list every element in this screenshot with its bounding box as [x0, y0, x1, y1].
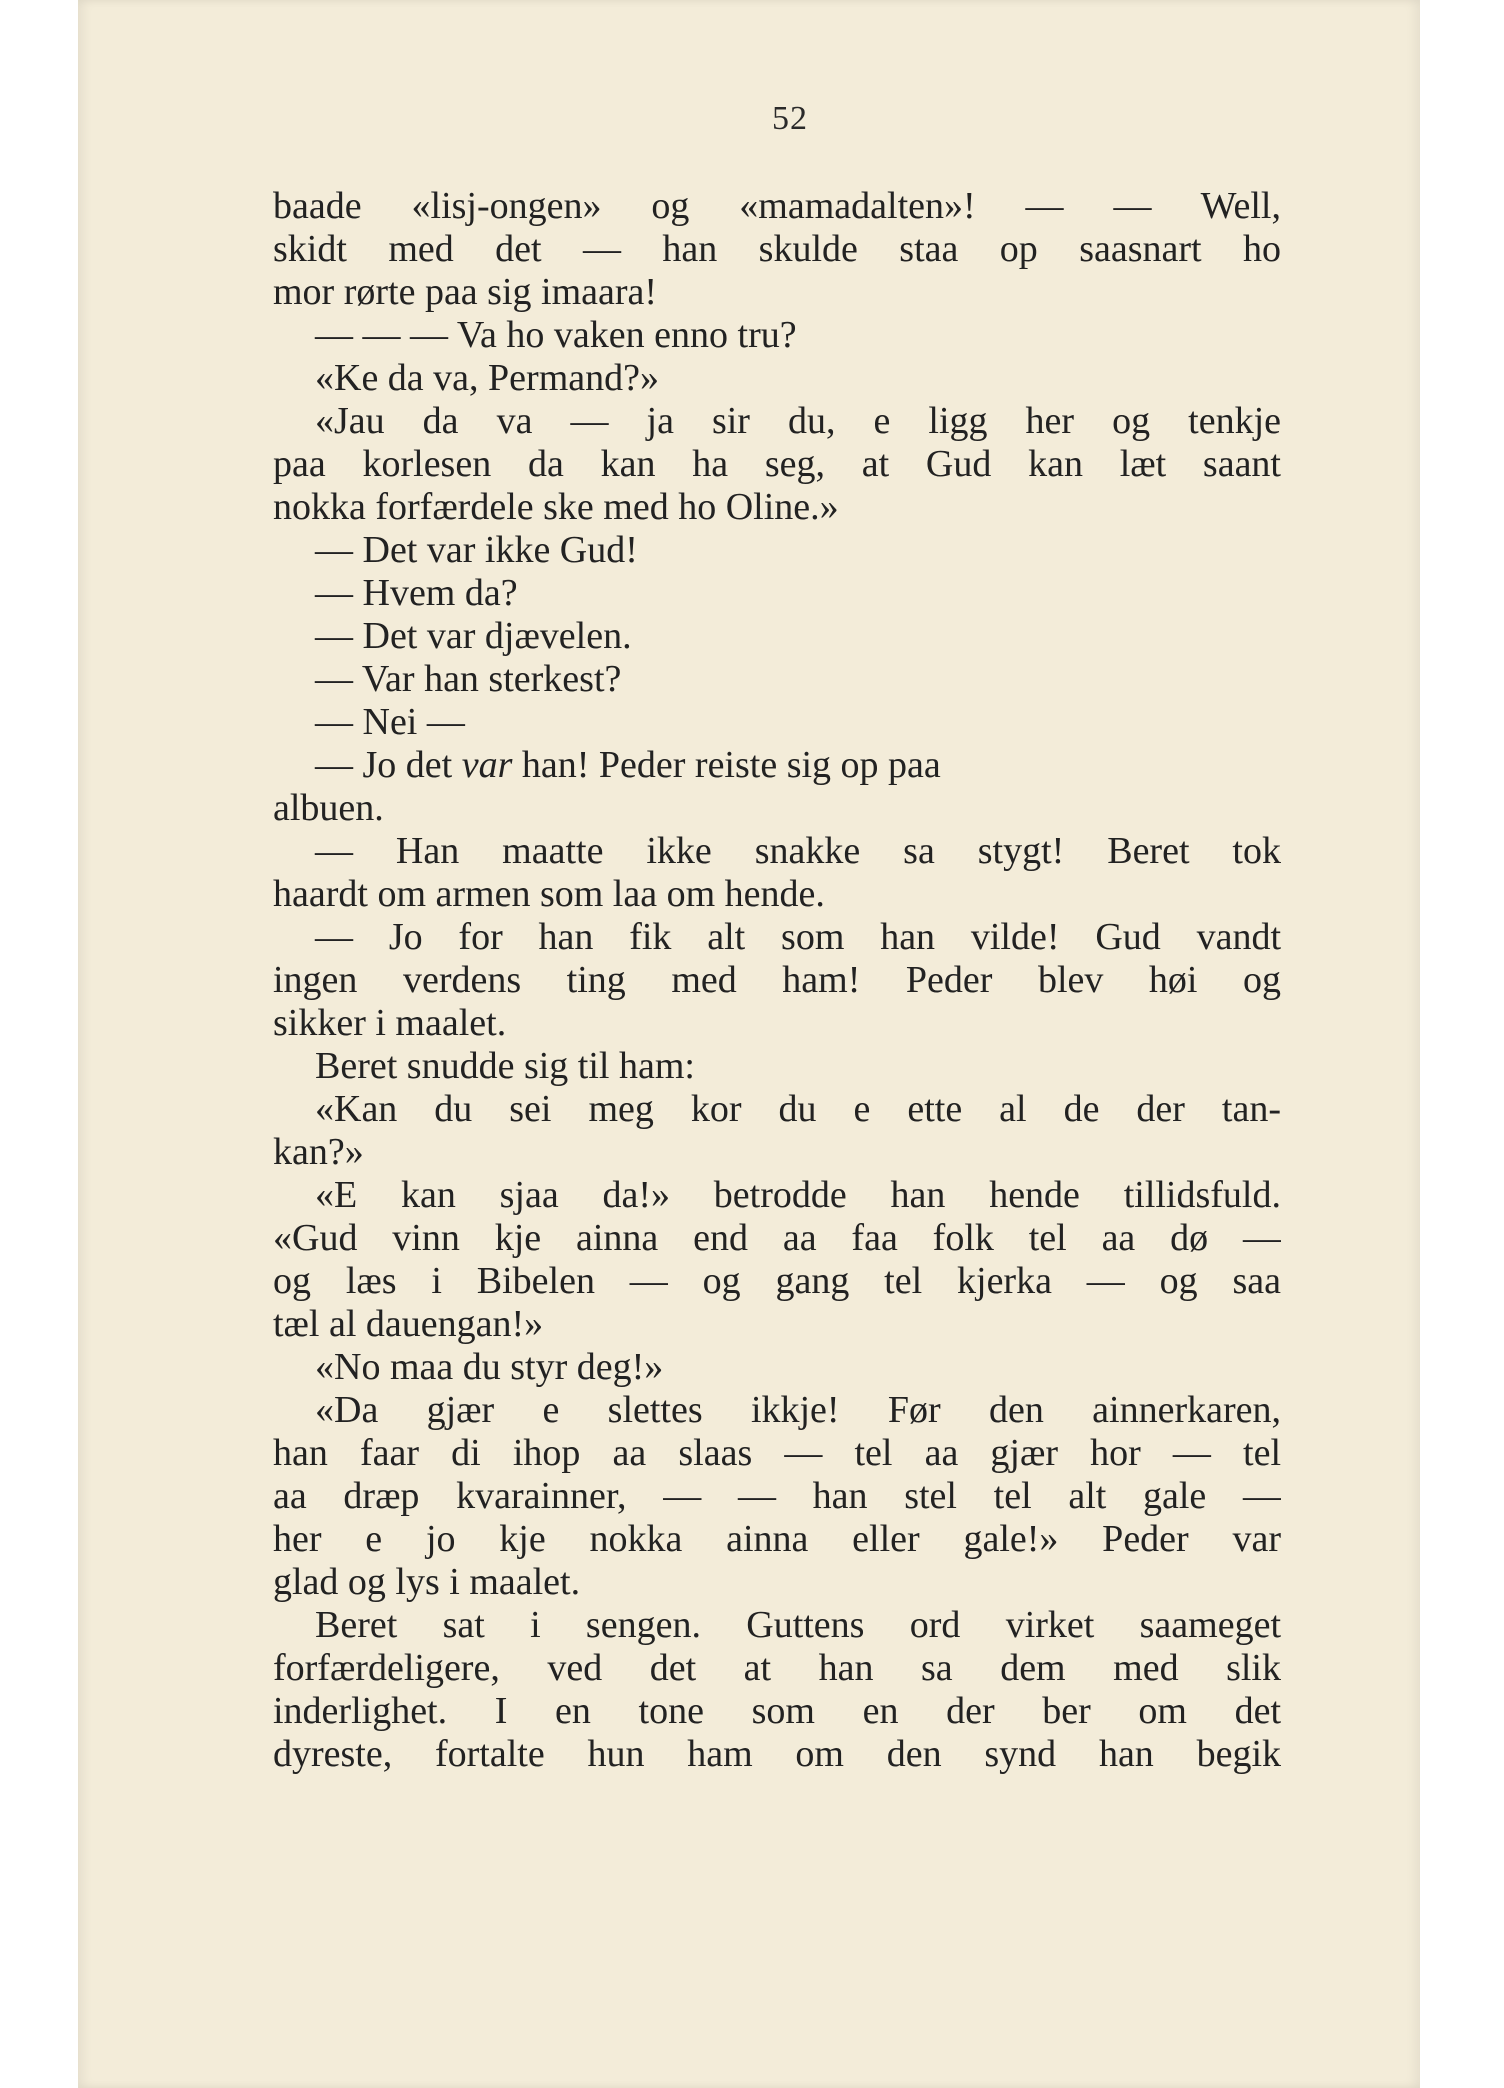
text-line: — — — Va ho vaken enno tru?	[315, 314, 797, 356]
text-line: og læs i Bibelen — og gang tel kjerka — og saa	[273, 1260, 1281, 1302]
text-line: «Gud vinn kje ainna end aa faa folk tel aa dø —	[273, 1217, 1281, 1259]
text-line: glad og lys i maalet.	[273, 1561, 581, 1603]
text-line: «Jau da va — ja sir du, e ligg her og tenkje	[315, 400, 1281, 442]
text-line: «E kan sjaa da!» betrodde han hende tillidsfuld.	[315, 1174, 1281, 1216]
text-line: albuen.	[273, 787, 384, 829]
text-line: tæl al dauengan!»	[273, 1303, 544, 1345]
scan-background-left	[0, 0, 78, 2088]
text-line: her e jo kje nokka ainna eller gale!» Peder var	[273, 1518, 1281, 1560]
text-line: — Nei —	[315, 701, 465, 743]
text-line-mixed	[273, 744, 1281, 787]
text-line: kan?»	[273, 1131, 364, 1173]
text-line: «Kan du sei meg kor du e ette al de der tan-	[315, 1088, 1281, 1130]
text-line: aa dræp kvarainner, — — han stel tel alt gale —	[273, 1475, 1281, 1517]
text-line: inderlighet. I en tone som en der ber om det	[273, 1690, 1281, 1732]
page-number: 52	[772, 100, 808, 137]
text-line: — Jo for han fik alt som han vilde! Gud vandt	[315, 916, 1281, 958]
scan-background-right	[1420, 0, 1504, 2088]
text-line: dyreste, fortalte hun ham om den synd han begik	[273, 1733, 1281, 1775]
text-line: Beret snudde sig til ham:	[315, 1045, 695, 1087]
text-line: — Hvem da?	[315, 572, 518, 614]
text-line: han faar di ihop aa slaas — tel aa gjær hor — tel	[273, 1432, 1281, 1474]
text-line: — Han maatte ikke snakke sa stygt! Beret tok	[315, 830, 1281, 872]
text-line: baade «lisj-ongen» og «mamadalten»! — — Well,	[273, 185, 1281, 227]
text-line: mor rørte paa sig imaara!	[273, 271, 658, 313]
text-line-start: — Jo det	[315, 744, 462, 786]
text-line-end: han! Peder reiste sig op paa	[512, 744, 941, 786]
text-line: Beret sat i sengen. Guttens ord virket saameget	[315, 1604, 1281, 1646]
text-line: — Det var djævelen.	[315, 615, 632, 657]
text-line: haardt om armen som laa om hende.	[273, 873, 825, 915]
page-text	[273, 185, 1281, 1776]
text-line: — Det var ikke Gud!	[315, 529, 638, 571]
text-line: nokka forfærdele ske med ho Oline.»	[273, 486, 839, 528]
text-line: ingen verdens ting med ham! Peder blev høi og	[273, 959, 1281, 1001]
text-line: forfærdeligere, ved det at han sa dem med slik	[273, 1647, 1281, 1689]
text-line: paa korlesen da kan ha seg, at Gud kan læt saant	[273, 443, 1281, 485]
text-line: «Ke da va, Permand?»	[315, 357, 659, 399]
italic-word: var	[461, 744, 513, 786]
text-line: sikker i maalet.	[273, 1002, 507, 1044]
text-line: — Var han sterkest?	[315, 658, 622, 700]
text-line: «No maa du styr deg!»	[315, 1346, 664, 1388]
text-line: «Da gjær e slettes ikkje! Før den ainnerkaren,	[315, 1389, 1281, 1431]
text-line: skidt med det — han skulde staa op saasnart ho	[273, 228, 1281, 270]
